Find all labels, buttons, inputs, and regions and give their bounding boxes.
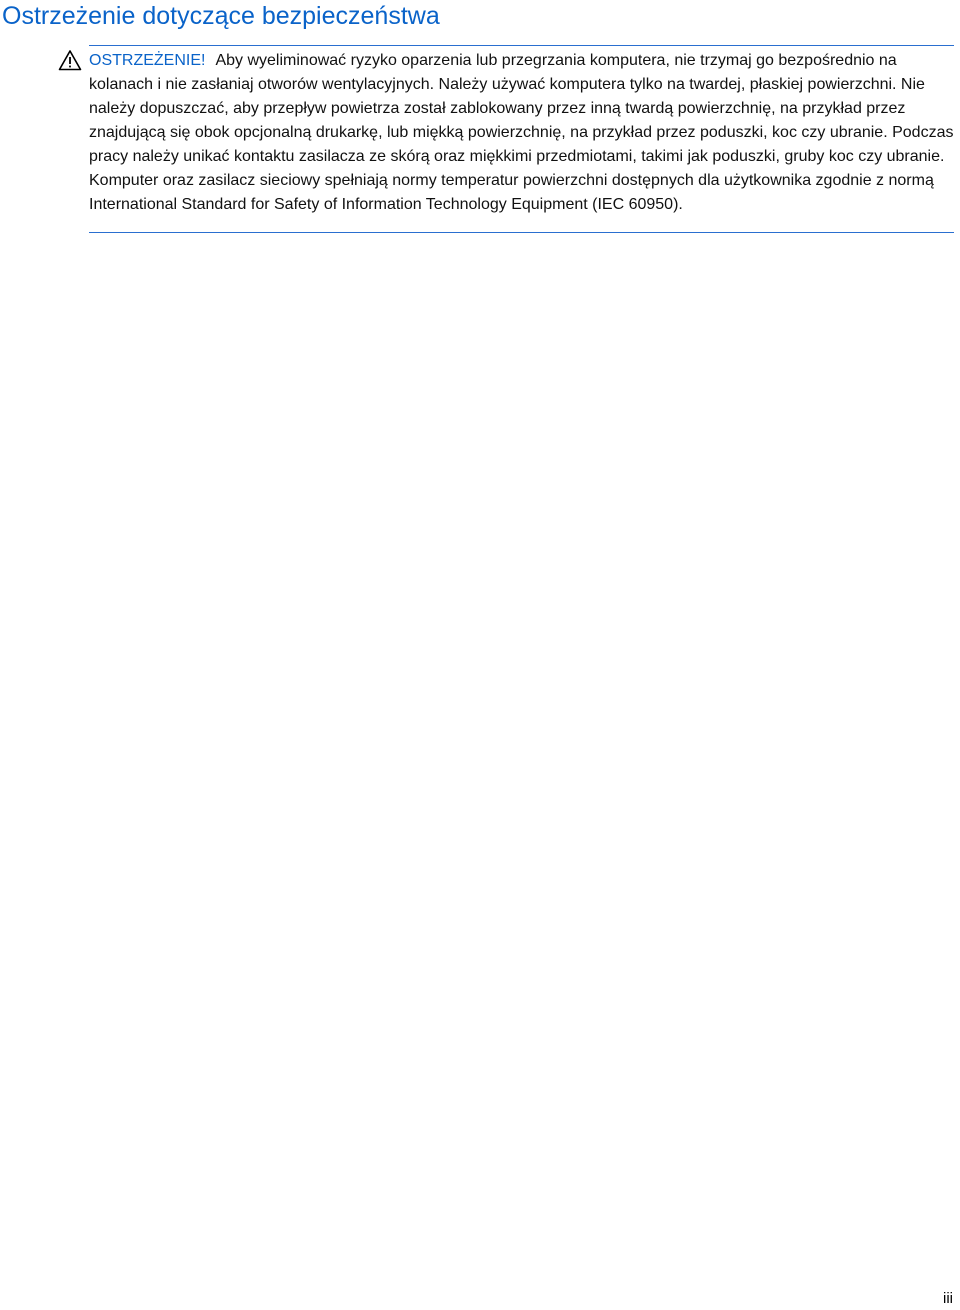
page-number: iii [943,1290,953,1307]
warning-block [58,45,954,233]
warning-content [89,45,954,233]
page-title: Ostrzeżenie dotyczące bezpieczeństwa [2,2,440,30]
warning-label: OSTRZEŻENIE! [89,52,206,69]
warning-paragraph [89,46,954,217]
warning-text: Aby wyeliminować ryzyko oparzenia lub przegrzania komputera, nie trzymaj go bezpośrednio na kolanach i nie zasłaniaj otworów wentylacyjnych. Należy używać komputera tylko na twardej, płaskiej powierzchni. Nie należy dopuszczać, aby przepływ powietrza został zablokowany przez inną twardą powierzchnię, na przykład przez znajdującą się obok opcjonalną drukarkę, lub miękką powierzchnię, na przykład przez poduszki, koc czy ubranie. Podczas pracy należy unikać kontaktu zasilacza ze skórą oraz miękkimi przedmiotami, takimi jak poduszki, gruby koc czy ubranie. Komputer oraz zasilacz sieciowy spełniają normy temperatur powierzchni dostępnych dla użytkownika zgodnie z normą International Standard for Safety of Information Technology Equipment (IEC 60950). [89,52,954,213]
warning-triangle-icon [58,49,82,71]
